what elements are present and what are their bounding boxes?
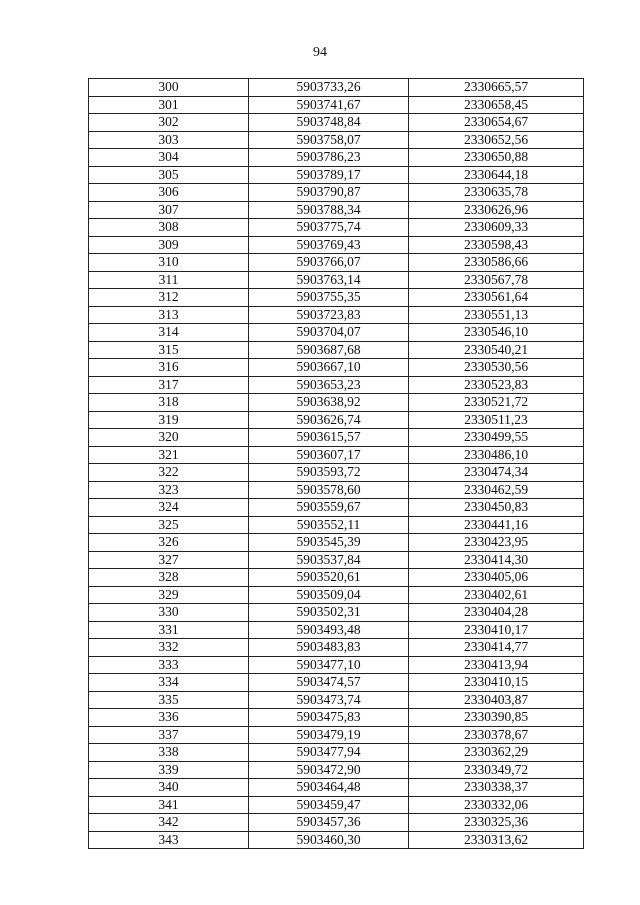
point-number-cell: 311 (89, 271, 249, 289)
point-number-cell: 323 (89, 481, 249, 499)
point-number-cell: 336 (89, 709, 249, 727)
table-row (89, 411, 584, 429)
point-number-cell: 322 (89, 464, 249, 482)
point-number-cell: 305 (89, 166, 249, 184)
table-row (89, 639, 584, 657)
y-coordinate-cell: 2330402,61 (409, 586, 584, 604)
x-coordinate-cell: 5903769,43 (249, 236, 409, 254)
table-row (89, 114, 584, 132)
point-number-cell: 325 (89, 516, 249, 534)
y-coordinate-cell: 2330338,37 (409, 779, 584, 797)
x-coordinate-cell: 5903472,90 (249, 761, 409, 779)
point-number-cell: 340 (89, 779, 249, 797)
table-row (89, 656, 584, 674)
point-number-cell: 328 (89, 569, 249, 587)
point-number-cell: 304 (89, 149, 249, 167)
point-number-cell: 301 (89, 96, 249, 114)
y-coordinate-cell: 2330362,29 (409, 744, 584, 762)
table-row (89, 429, 584, 447)
point-number-cell: 334 (89, 674, 249, 692)
table-row (89, 394, 584, 412)
x-coordinate-cell: 5903615,57 (249, 429, 409, 447)
x-coordinate-cell: 5903788,34 (249, 201, 409, 219)
x-coordinate-cell: 5903733,26 (249, 79, 409, 97)
y-coordinate-cell: 2330521,72 (409, 394, 584, 412)
x-coordinate-cell: 5903464,48 (249, 779, 409, 797)
table-row (89, 271, 584, 289)
point-number-cell: 338 (89, 744, 249, 762)
x-coordinate-cell: 5903626,74 (249, 411, 409, 429)
y-coordinate-cell: 2330486,10 (409, 446, 584, 464)
table-row (89, 324, 584, 342)
table-row (89, 551, 584, 569)
point-number-cell: 312 (89, 289, 249, 307)
table-row (89, 96, 584, 114)
x-coordinate-cell: 5903755,35 (249, 289, 409, 307)
x-coordinate-cell: 5903741,67 (249, 96, 409, 114)
y-coordinate-cell: 2330474,34 (409, 464, 584, 482)
y-coordinate-cell: 2330410,15 (409, 674, 584, 692)
x-coordinate-cell: 5903748,84 (249, 114, 409, 132)
x-coordinate-cell: 5903758,07 (249, 131, 409, 149)
table-row (89, 481, 584, 499)
x-coordinate-cell: 5903537,84 (249, 551, 409, 569)
x-coordinate-cell: 5903457,36 (249, 814, 409, 832)
table-row (89, 184, 584, 202)
y-coordinate-cell: 2330325,36 (409, 814, 584, 832)
y-coordinate-cell: 2330410,17 (409, 621, 584, 639)
page-number: 94 (313, 45, 327, 60)
y-coordinate-cell: 2330511,23 (409, 411, 584, 429)
x-coordinate-cell: 5903474,57 (249, 674, 409, 692)
y-coordinate-cell: 2330378,67 (409, 726, 584, 744)
y-coordinate-cell: 2330414,30 (409, 551, 584, 569)
point-number-cell: 315 (89, 341, 249, 359)
y-coordinate-cell: 2330450,83 (409, 499, 584, 517)
y-coordinate-cell: 2330586,66 (409, 254, 584, 272)
point-number-cell: 320 (89, 429, 249, 447)
point-number-cell: 307 (89, 201, 249, 219)
point-number-cell: 317 (89, 376, 249, 394)
x-coordinate-cell: 5903479,19 (249, 726, 409, 744)
point-number-cell: 303 (89, 131, 249, 149)
x-coordinate-cell: 5903790,87 (249, 184, 409, 202)
table-row (89, 726, 584, 744)
y-coordinate-cell: 2330405,06 (409, 569, 584, 587)
x-coordinate-cell: 5903704,07 (249, 324, 409, 342)
y-coordinate-cell: 2330626,96 (409, 201, 584, 219)
table-row (89, 464, 584, 482)
table-row (89, 359, 584, 377)
table-row (89, 796, 584, 814)
point-number-cell: 308 (89, 219, 249, 237)
x-coordinate-cell: 5903502,31 (249, 604, 409, 622)
y-coordinate-cell: 2330654,67 (409, 114, 584, 132)
table-row (89, 219, 584, 237)
table-row (89, 131, 584, 149)
y-coordinate-cell: 2330441,16 (409, 516, 584, 534)
point-number-cell: 332 (89, 639, 249, 657)
y-coordinate-cell: 2330540,21 (409, 341, 584, 359)
x-coordinate-cell: 5903477,10 (249, 656, 409, 674)
table-row (89, 569, 584, 587)
point-number-cell: 335 (89, 691, 249, 709)
y-coordinate-cell: 2330609,33 (409, 219, 584, 237)
y-coordinate-cell: 2330349,72 (409, 761, 584, 779)
point-number-cell: 342 (89, 814, 249, 832)
x-coordinate-cell: 5903789,17 (249, 166, 409, 184)
x-coordinate-cell: 5903638,92 (249, 394, 409, 412)
table-row (89, 586, 584, 604)
y-coordinate-cell: 2330567,78 (409, 271, 584, 289)
y-coordinate-cell: 2330644,18 (409, 166, 584, 184)
point-number-cell: 326 (89, 534, 249, 552)
x-coordinate-cell: 5903459,47 (249, 796, 409, 814)
table-row (89, 534, 584, 552)
y-coordinate-cell: 2330551,13 (409, 306, 584, 324)
y-coordinate-cell: 2330499,55 (409, 429, 584, 447)
table-row (89, 254, 584, 272)
table-row (89, 831, 584, 849)
table-row (89, 779, 584, 797)
x-coordinate-cell: 5903786,23 (249, 149, 409, 167)
table-row (89, 166, 584, 184)
table-row (89, 499, 584, 517)
y-coordinate-cell: 2330404,28 (409, 604, 584, 622)
y-coordinate-cell: 2330413,94 (409, 656, 584, 674)
y-coordinate-cell: 2330650,88 (409, 149, 584, 167)
point-number-cell: 324 (89, 499, 249, 517)
table-row (89, 149, 584, 167)
point-number-cell: 343 (89, 831, 249, 849)
point-number-cell: 306 (89, 184, 249, 202)
point-number-cell: 327 (89, 551, 249, 569)
y-coordinate-cell: 2330598,43 (409, 236, 584, 254)
y-coordinate-cell: 2330561,64 (409, 289, 584, 307)
y-coordinate-cell: 2330403,87 (409, 691, 584, 709)
point-number-cell: 330 (89, 604, 249, 622)
point-number-cell: 310 (89, 254, 249, 272)
x-coordinate-cell: 5903552,11 (249, 516, 409, 534)
table-row (89, 709, 584, 727)
y-coordinate-cell: 2330635,78 (409, 184, 584, 202)
table-row (89, 289, 584, 307)
x-coordinate-cell: 5903766,07 (249, 254, 409, 272)
table-row (89, 621, 584, 639)
table-row (89, 516, 584, 534)
x-coordinate-cell: 5903483,83 (249, 639, 409, 657)
table-row (89, 341, 584, 359)
x-coordinate-cell: 5903667,10 (249, 359, 409, 377)
x-coordinate-cell: 5903687,68 (249, 341, 409, 359)
point-number-cell: 337 (89, 726, 249, 744)
x-coordinate-cell: 5903475,83 (249, 709, 409, 727)
point-number-cell: 302 (89, 114, 249, 132)
y-coordinate-cell: 2330332,06 (409, 796, 584, 814)
x-coordinate-cell: 5903593,72 (249, 464, 409, 482)
point-number-cell: 341 (89, 796, 249, 814)
point-number-cell: 309 (89, 236, 249, 254)
x-coordinate-cell: 5903509,04 (249, 586, 409, 604)
x-coordinate-cell: 5903493,48 (249, 621, 409, 639)
point-number-cell: 316 (89, 359, 249, 377)
table-row (89, 691, 584, 709)
coordinates-table (88, 78, 584, 849)
y-coordinate-cell: 2330652,56 (409, 131, 584, 149)
point-number-cell: 319 (89, 411, 249, 429)
y-coordinate-cell: 2330523,83 (409, 376, 584, 394)
table-row (89, 201, 584, 219)
x-coordinate-cell: 5903477,94 (249, 744, 409, 762)
y-coordinate-cell: 2330462,59 (409, 481, 584, 499)
table-row (89, 306, 584, 324)
table-row (89, 446, 584, 464)
x-coordinate-cell: 5903460,30 (249, 831, 409, 849)
point-number-cell: 318 (89, 394, 249, 412)
x-coordinate-cell: 5903763,14 (249, 271, 409, 289)
x-coordinate-cell: 5903559,67 (249, 499, 409, 517)
table-row (89, 79, 584, 97)
y-coordinate-cell: 2330658,45 (409, 96, 584, 114)
table-row (89, 674, 584, 692)
x-coordinate-cell: 5903545,39 (249, 534, 409, 552)
point-number-cell: 321 (89, 446, 249, 464)
y-coordinate-cell: 2330414,77 (409, 639, 584, 657)
y-coordinate-cell: 2330390,85 (409, 709, 584, 727)
coordinates-table-body (89, 79, 584, 849)
y-coordinate-cell: 2330546,10 (409, 324, 584, 342)
table-row (89, 744, 584, 762)
x-coordinate-cell: 5903775,74 (249, 219, 409, 237)
x-coordinate-cell: 5903723,83 (249, 306, 409, 324)
x-coordinate-cell: 5903520,61 (249, 569, 409, 587)
point-number-cell: 313 (89, 306, 249, 324)
table-row (89, 761, 584, 779)
point-number-cell: 314 (89, 324, 249, 342)
table-row (89, 814, 584, 832)
table-row (89, 376, 584, 394)
point-number-cell: 339 (89, 761, 249, 779)
x-coordinate-cell: 5903607,17 (249, 446, 409, 464)
point-number-cell: 329 (89, 586, 249, 604)
y-coordinate-cell: 2330313,62 (409, 831, 584, 849)
y-coordinate-cell: 2330665,57 (409, 79, 584, 97)
point-number-cell: 300 (89, 79, 249, 97)
y-coordinate-cell: 2330530,56 (409, 359, 584, 377)
x-coordinate-cell: 5903578,60 (249, 481, 409, 499)
table-row (89, 604, 584, 622)
x-coordinate-cell: 5903653,23 (249, 376, 409, 394)
point-number-cell: 333 (89, 656, 249, 674)
table-row (89, 236, 584, 254)
y-coordinate-cell: 2330423,95 (409, 534, 584, 552)
point-number-cell: 331 (89, 621, 249, 639)
x-coordinate-cell: 5903473,74 (249, 691, 409, 709)
